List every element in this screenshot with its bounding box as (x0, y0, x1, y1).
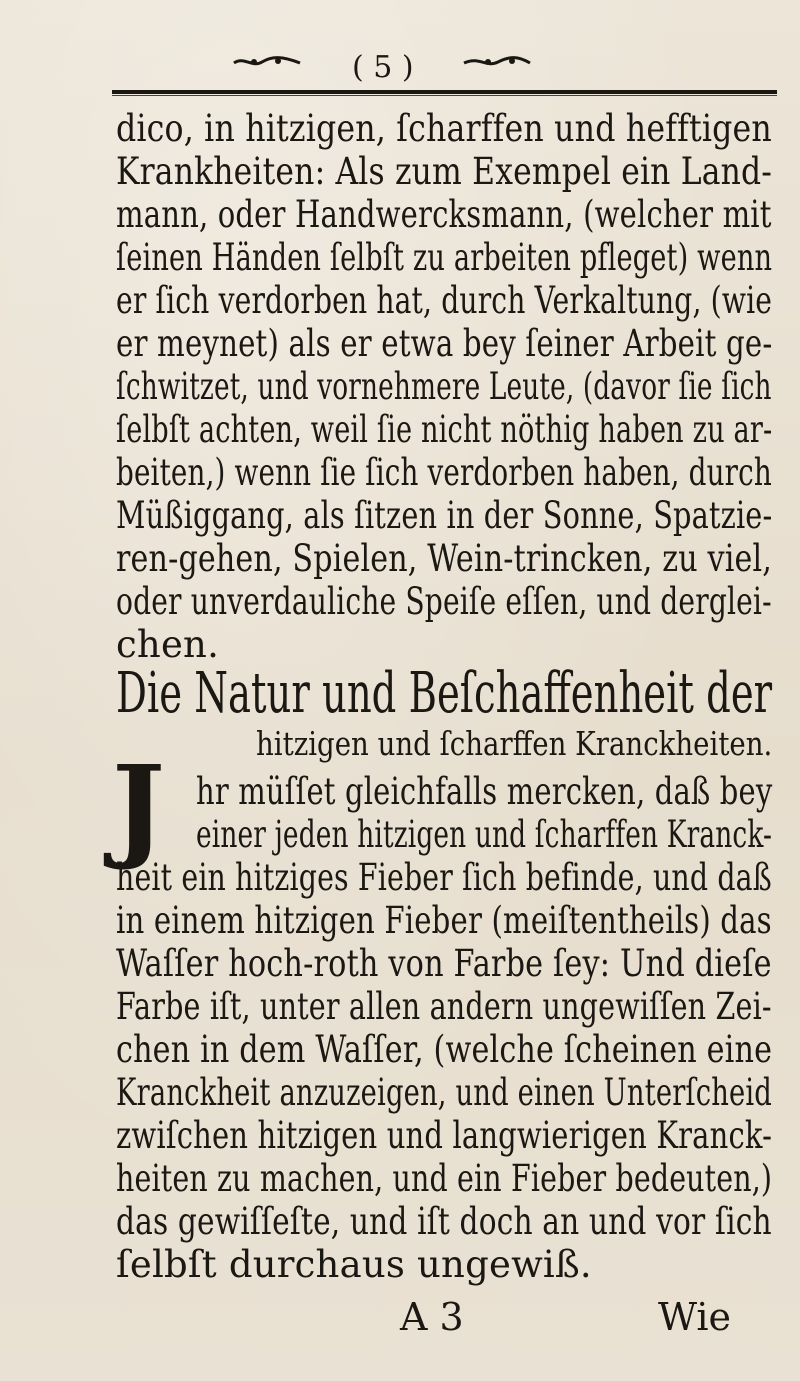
signature-mark: A 3 (400, 1295, 464, 1339)
text-line: beiten,) wenn ſie ſich verdorben haben, durch (116, 451, 772, 494)
text-line: Kranckheit anzuzeigen, und einen Unterſcheid (116, 1071, 772, 1114)
catchword: Wie (658, 1295, 732, 1339)
text-line: Farbe iſt, unter allen andern ungewiſſen Zei- (116, 985, 772, 1028)
text-line: ſchwitzet, und vornehmere Leute, (davor ſie ſich (116, 365, 772, 408)
page-header (0, 50, 800, 86)
text-line: dico, in hitzigen, ſcharffen und hefftigen (116, 107, 772, 150)
text-line: ſeinen Händen ſelbſt zu arbeiten pfleget) wenn (116, 236, 773, 279)
text-line: einer jeden hitzigen und ſcharffen Kranck- (196, 813, 773, 856)
drop-cap: J (112, 742, 165, 873)
text-line: hr müſſet gleichfalls mercken, daß bey (196, 770, 773, 813)
text-line: chen in dem Waſſer, (welche ſcheinen eine (116, 1028, 773, 1071)
text-line: ſelbſt durchaus ungewiß. (116, 1243, 592, 1286)
text-line: ſelbſt achten, weil ſie nicht nöthig haben zu ar- (116, 408, 773, 451)
ornament-right-icon (462, 54, 532, 70)
text-line: zwiſchen hitzigen und langwierigen Kranck- (116, 1114, 773, 1157)
section-heading: Die Natur und Beſchaffenheit der (116, 661, 773, 726)
text-line: er ſich verdorben hat, durch Verkaltung, (wie (116, 279, 773, 322)
text-line: er meynet) als er etwa bey ſeiner Arbeit ge- (116, 322, 773, 365)
text-line: Waſſer hoch-roth von Farbe ſey: Und dieſe (116, 942, 772, 985)
text-line: das gewiſſeſte, und iſt doch an und vor ſich (116, 1200, 772, 1243)
text-line: Müßiggang, als ſitzen in der Sonne, Spatzie- (116, 494, 773, 537)
text-line: Krankheiten: Als zum Exempel ein Land- (116, 150, 773, 193)
text-line: mann, oder Handwercksmann, (welcher mit (116, 193, 772, 236)
text-line: heiten zu machen, und ein Fieber bedeuten,) (116, 1157, 773, 1200)
text-line: ren-gehen, Spielen, Wein-trincken, zu viel, (116, 537, 773, 580)
text-line: oder unverdauliche Speiſe eſſen, und derglei- (116, 580, 772, 623)
section-subheading: hitzigen und ſcharffen Kranckheiten. (256, 724, 773, 763)
text-line: in einem hitzigen Fieber (meiſtentheils) das (116, 899, 772, 942)
text-line: heit ein hitziges Fieber ſich befinde, und daß (116, 856, 772, 899)
page-number: ( 5 ) (352, 50, 414, 85)
text-line: chen. (116, 623, 220, 666)
header-rule-thin (112, 95, 777, 96)
ornament-left-icon (232, 54, 302, 70)
header-rule (112, 90, 777, 94)
